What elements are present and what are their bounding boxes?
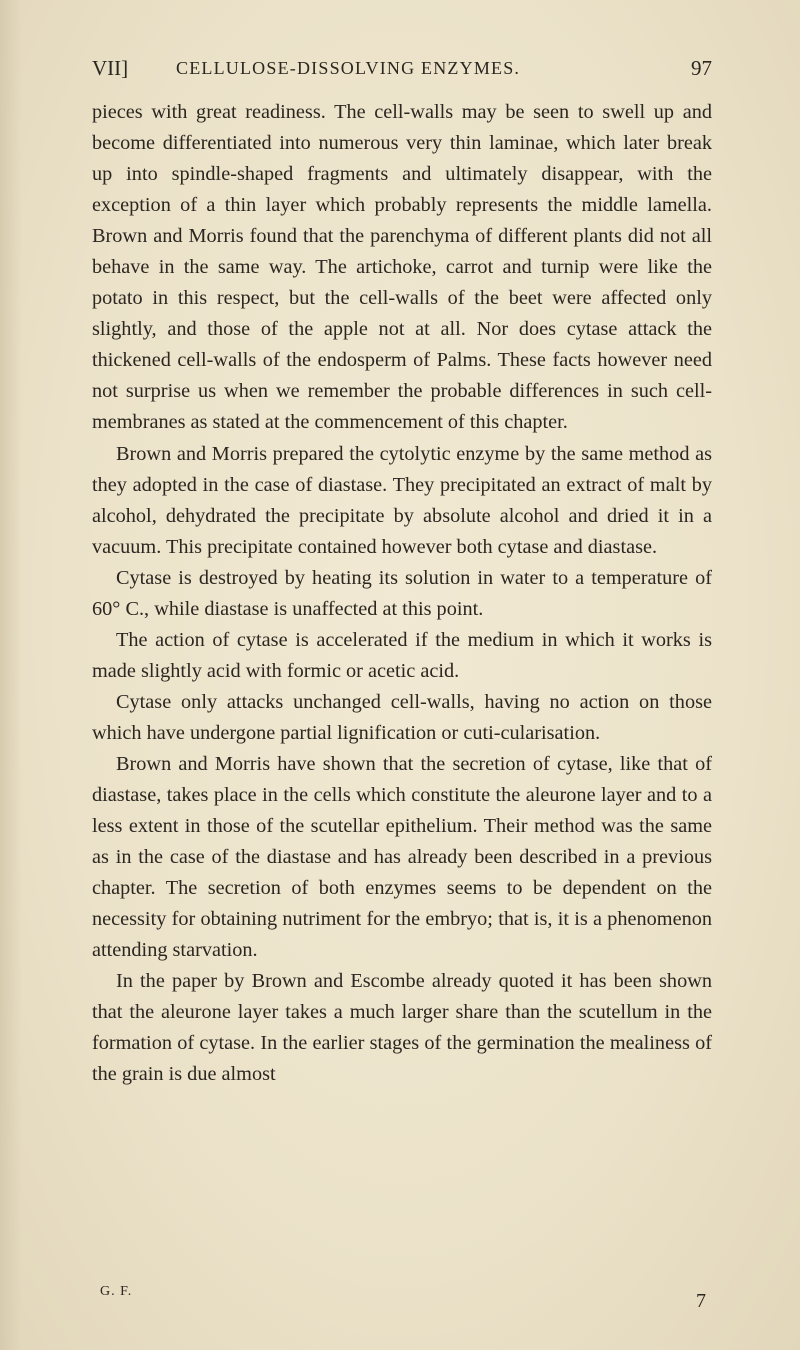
paragraph-6: Brown and Morris have shown that the secretion of cytase, like that of diastase, takes place in the cells which constitute the aleurone layer and to a less extent in those of the scutellar epithelium. Their method was the same as in the case of the diastase and has already been described in a previous chapter. The secretion of both enzymes seems to be dependent on the necessity for obtaining nutriment for the embryo; that is, it is a phenomenon attending starvation. — [92, 752, 712, 962]
page-number: 97 — [691, 56, 712, 80]
chapter-number: VII] — [92, 56, 129, 80]
body-text — [92, 97, 712, 1091]
paragraph-2: Brown and Morris prepared the cytolytic enzyme by the same method as they adopted in the case of diastase. They precipitated an extract of malt by alcohol, dehydrated the precipitate by absolute alcohol and dried it in a vacuum. This precipitate contained however both cytase and diastase. — [92, 442, 712, 558]
page-footer — [92, 1284, 712, 1324]
paragraph-4: The action of cytase is accelerated if the medium in which it works is made slightly acid with formic or acetic acid. — [92, 628, 712, 682]
signature-mark: G. F. — [100, 1284, 133, 1299]
running-title: CELLULOSE-DISSOLVING ENZYMES. — [176, 58, 521, 78]
page-gutter-shadow — [0, 0, 22, 1350]
paragraph-5: Cytase only attacks unchanged cell-walls, having no action on those which have undergone partial lignification or cuti-cularisation. — [92, 690, 712, 744]
sheet-number: 7 — [696, 1290, 706, 1312]
paragraph-7: In the paper by Brown and Escombe already quoted it has been shown that the aleurone layer takes a much larger share than the scutellum in the formation of cytase. In the earlier stages of the germination the mealiness of the grain is due almost — [92, 970, 712, 1086]
paragraph-1: pieces with great readiness. The cell-walls may be seen to swell up and become differentiated into numerous very thin laminae, which later break up into spindle-shaped fragments and ultimately disappear, with the exception of a thin layer which probably represents the middle lamella. Brown and Morris found that the parenchyma of different plants did not all behave in the same way. The artichoke, carrot and turnip were like the potato in this respect, but the cell-walls of the beet were affected only slightly, and those of the apple not at all. Nor does cytase attack the thickened cell-walls of the endosperm of Palms. These facts however need not surprise us when we remember the probable differences in such cell-membranes as stated at the commencement of this chapter. — [92, 101, 712, 434]
paragraph-3: Cytase is destroyed by heating its solution in water to a temperature of 60° C., while diastase is unaffected at this point. — [92, 566, 712, 620]
running-header — [92, 56, 712, 84]
